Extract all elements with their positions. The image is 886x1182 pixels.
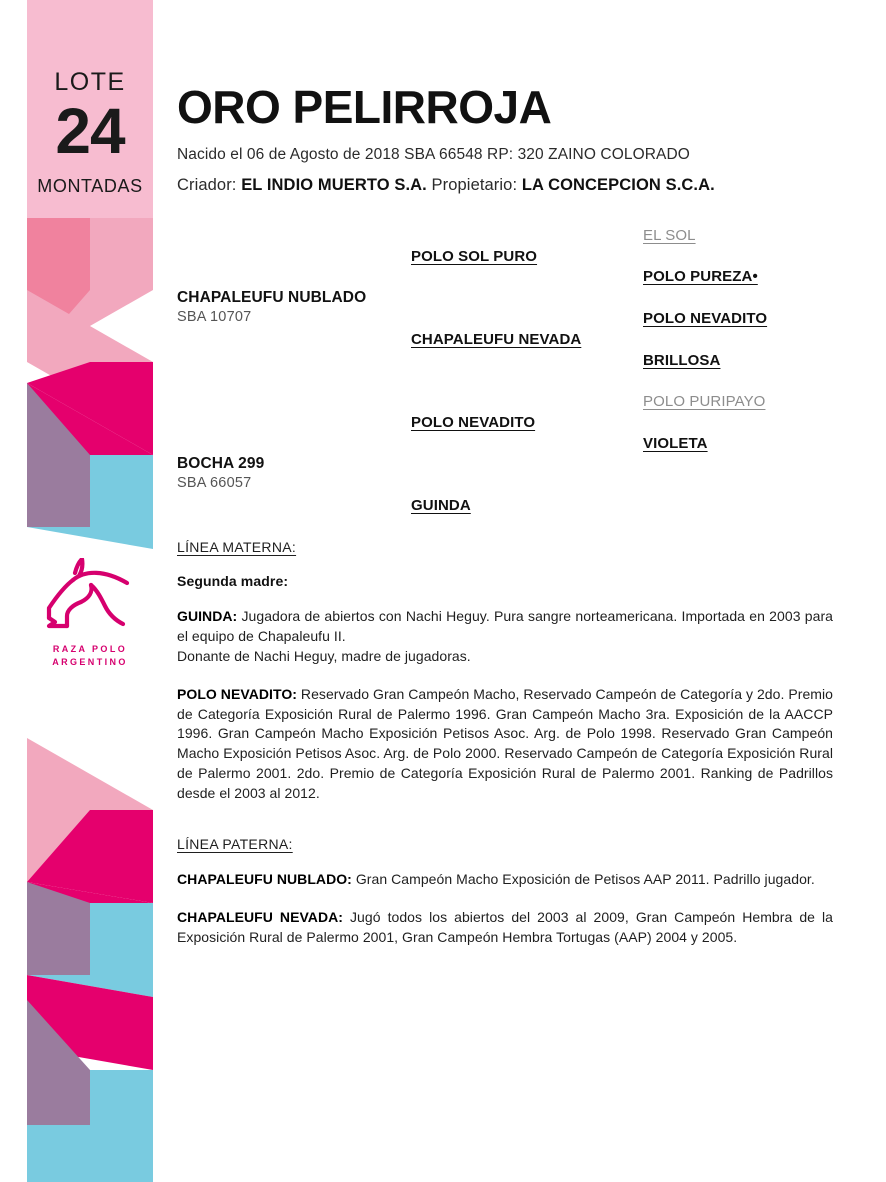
lot-category: MONTADAS [37, 176, 143, 196]
pedigree-g1-dam-name: BOCHA 299 [177, 455, 265, 472]
pedigree-g3-brillosa: BRILLOSA [643, 352, 721, 369]
second-mother-heading: Segunda madre: [177, 573, 289, 589]
breeder-name: EL INDIO MUERTO S.A. [241, 176, 427, 194]
note-chapaleufu-nublado-text: Gran Campeón Macho Exposición de Petisos AAP 2011. Padrillo jugador. [351, 870, 815, 887]
paternal-line-heading: LÍNEA PATERNA: [177, 835, 293, 852]
pedigree-g2-guinda: GUINDA [411, 497, 471, 514]
pedigree-tree [177, 223, 833, 533]
note-guinda-text: Jugadora de abiertos con Nachi Heguy. Pura sangre norteamericana. Importada en 2003 para el equipo de Chapaleufu II. [177, 608, 833, 644]
pedigree-g1-sire-reg: SBA 10707 [177, 309, 252, 325]
pedigree-g3-polo-pureza: POLO PUREZA• [643, 268, 758, 285]
notes-spacer [177, 822, 833, 836]
main-content [177, 0, 833, 948]
note-guinda-text2: Donante de Nachi Heguy, madre de jugadoras. [177, 647, 471, 664]
pedigree-g1-dam [177, 455, 264, 491]
note-chapaleufu-nevada-text: Jugó todos los abiertos del 2003 al 2009, Gran Campeón Hembra de la Exposición Rural de Palermo 2001, Gran Campeón Hembra Tortugas (AAP) 2004 y 2005. [177, 908, 833, 945]
logo-caption-line1: RAZA POLO [52, 644, 128, 654]
note-chapaleufu-nevada [177, 908, 833, 948]
pedigree-g3-violeta: VIOLETA [643, 435, 708, 452]
logo-caption-line2: ARGENTINO [52, 657, 128, 668]
note-chapaleufu-nublado-label: CHAPALEUFU NUBLADO: [177, 870, 352, 887]
lot-banner [27, 0, 153, 195]
birth-info-line: Nacido el 06 de Agosto de 2018 SBA 66548 RP: 320 ZAINO COLORADO [177, 146, 690, 163]
note-polo-nevadito-text: Reservado Gran Campeón Macho, Reservado Campeón de Categoría y 2do. Premio de Categoría Exposición Rural de Palermo 1996. Gran Campeón Macho 3ra. Exposición de la AACCP 1996. Gran Campeón Macho Exposición Petisos Asoc. Arg. de Polo 1998. Reservado Gran Campeón Macho Exposición Petisos Asoc. Arg. de Polo 2000. Reservado Campeón de Categoría Exposición Rural de Palermo 2001. 2do. Premio de Categoría Exposición Rural de Palermo 2001. Ranking de Padrillos desde el 2003 al 2012. [177, 685, 833, 801]
pedigree-g2-chapaleufu-nevada: CHAPALEUFU NEVADA [411, 331, 582, 348]
lot-number: 24 [55, 95, 125, 167]
page-title: ORO PELIRROJA [177, 81, 552, 133]
breeder-label: Criador: [177, 176, 237, 194]
logo-caption [28, 643, 152, 669]
pedigree-g3-polo-nevadito: POLO NEVADITO [643, 310, 768, 327]
brand-logo [28, 558, 152, 669]
pedigree-g1-dam-reg: SBA 66057 [177, 475, 252, 491]
owner-name: LA CONCEPCION S.C.A. [521, 176, 715, 194]
note-chapaleufu-nublado [177, 870, 833, 890]
maternal-line-heading: LÍNEA MATERNA: [177, 539, 297, 555]
lot-word-label: LOTE [54, 68, 126, 96]
pedigree-g1-sire [177, 289, 366, 325]
note-polo-nevadito-label: POLO NEVADITO: [177, 685, 297, 702]
notes-section [177, 539, 833, 948]
note-guinda-label: GUINDA: [177, 608, 238, 624]
note-polo-nevadito [177, 685, 833, 804]
pedigree-g2-polo-sol-puro: POLO SOL PURO [411, 248, 538, 265]
pedigree-g1-sire-name: CHAPALEUFU NUBLADO [177, 289, 367, 306]
owner-label: Propietario: [431, 176, 518, 194]
pedigree-g3-el-sol: EL SOL [643, 227, 696, 244]
note-guinda [177, 607, 833, 667]
note-chapaleufu-nevada-label: CHAPALEUFU NEVADA: [177, 908, 343, 925]
pedigree-g2-polo-nevadito: POLO NEVADITO [411, 414, 536, 431]
horse-head-icon [35, 558, 145, 636]
breeder-owner-line [177, 176, 833, 195]
pedigree-g3-polo-puripayo: POLO PURIPAYO [643, 393, 766, 410]
